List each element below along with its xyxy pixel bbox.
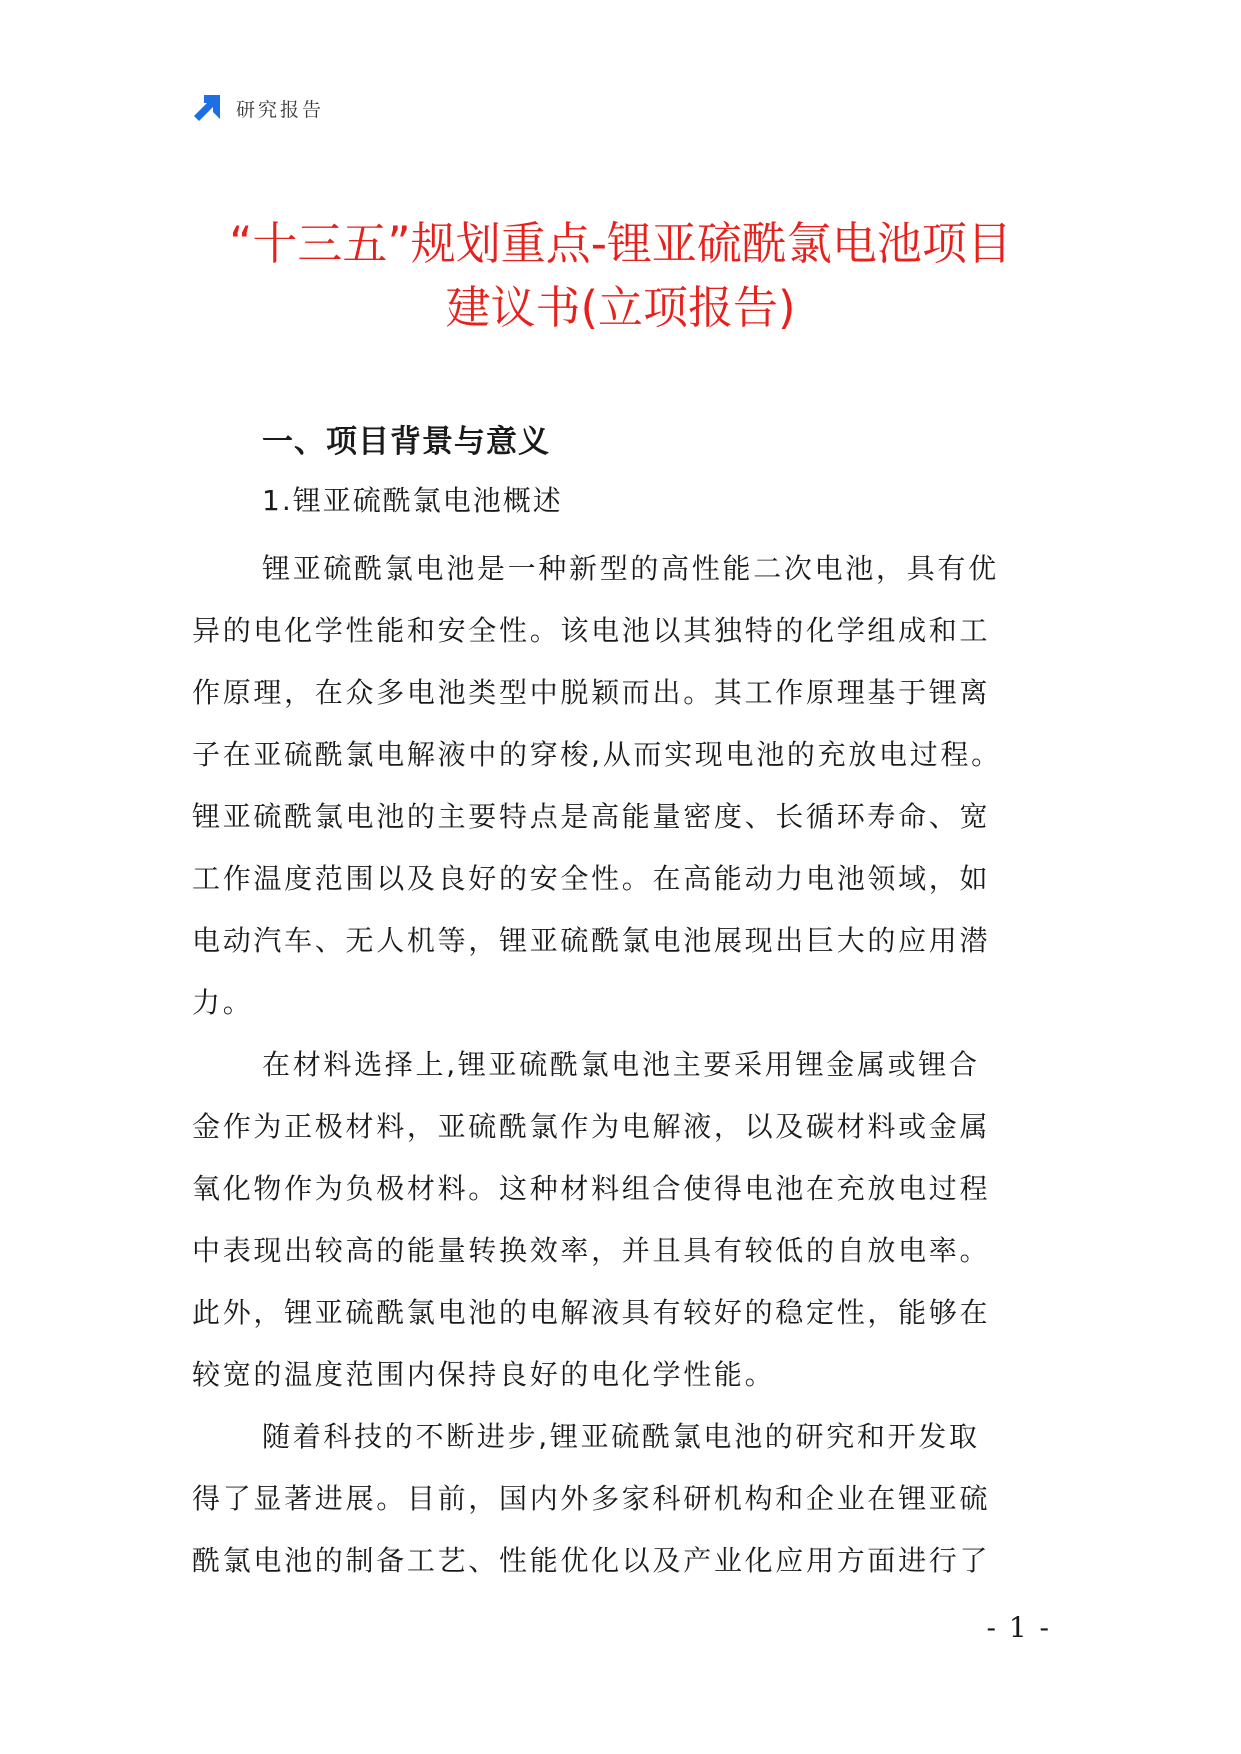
text-line: 酰氯电池的制备工艺、性能优化以及产业化应用方面进行了: [192, 1544, 991, 1577]
page-header: [192, 92, 324, 124]
paragraph: [192, 538, 1052, 1034]
text-line: 锂亚硫酰氯电池的主要特点是高能量密度、长循环寿命、宽: [192, 800, 991, 833]
text-line: 锂亚硫酰氯电池是一种新型的高性能二次电池，具有优: [262, 552, 999, 585]
text-line: 工作温度范围以及良好的安全性。在高能动力电池领域，如: [192, 862, 991, 895]
paragraph: [192, 1034, 1052, 1406]
text-line: 在材料选择上,锂亚硫酰氯电池主要采用锂金属或锂合: [262, 1048, 980, 1081]
document-title: [150, 212, 1091, 340]
text-line: 子在亚硫酰氯电解液中的穿梭,从而实现电池的充放电过程。: [192, 738, 1002, 771]
text-line: 金作为正极材料，亚硫酰氯作为电解液，以及碳材料或金属: [192, 1110, 991, 1143]
text-line: 电动汽车、无人机等，锂亚硫酰氯电池展现出巨大的应用潜: [192, 924, 991, 957]
text-line: 此外，锂亚硫酰氯电池的电解液具有较好的稳定性，能够在: [192, 1296, 991, 1329]
section-heading: 一、项目背景与意义: [262, 424, 550, 460]
text-line: 作原理，在众多电池类型中脱颖而出。其工作原理基于锂离: [192, 676, 991, 709]
report-label: 研究报告: [236, 98, 325, 121]
paragraph: [192, 1406, 1052, 1592]
subsection-heading: 1.锂亚硫酰氯电池概述: [262, 484, 563, 517]
arrow-up-right-icon: [192, 93, 222, 123]
text-line: 力。: [192, 986, 254, 1019]
text-line: 随着科技的不断进步,锂亚硫酰氯电池的研究和开发取: [262, 1420, 980, 1453]
text-line: 异的电化学性能和安全性。该电池以其独特的化学组成和工: [192, 614, 991, 647]
text-line: 氧化物作为负极材料。这种材料组合使得电池在充放电过程: [192, 1172, 991, 1205]
body-text: [192, 538, 1052, 1592]
text-line: 中表现出较高的能量转换效率，并且具有较低的自放电率。: [192, 1234, 991, 1267]
text-line: 得了显著进展。目前，国内外多家科研机构和企业在锂亚硫: [192, 1482, 991, 1515]
text-line: 较宽的温度范围内保持良好的电化学性能。: [192, 1358, 776, 1391]
title-line-1: “十三五”规划重点-锂亚硫酰氯电池项目: [229, 217, 1012, 270]
page-number: - 1 -: [986, 1611, 1051, 1644]
title-line-2: 建议书(立项报告): [445, 281, 796, 334]
